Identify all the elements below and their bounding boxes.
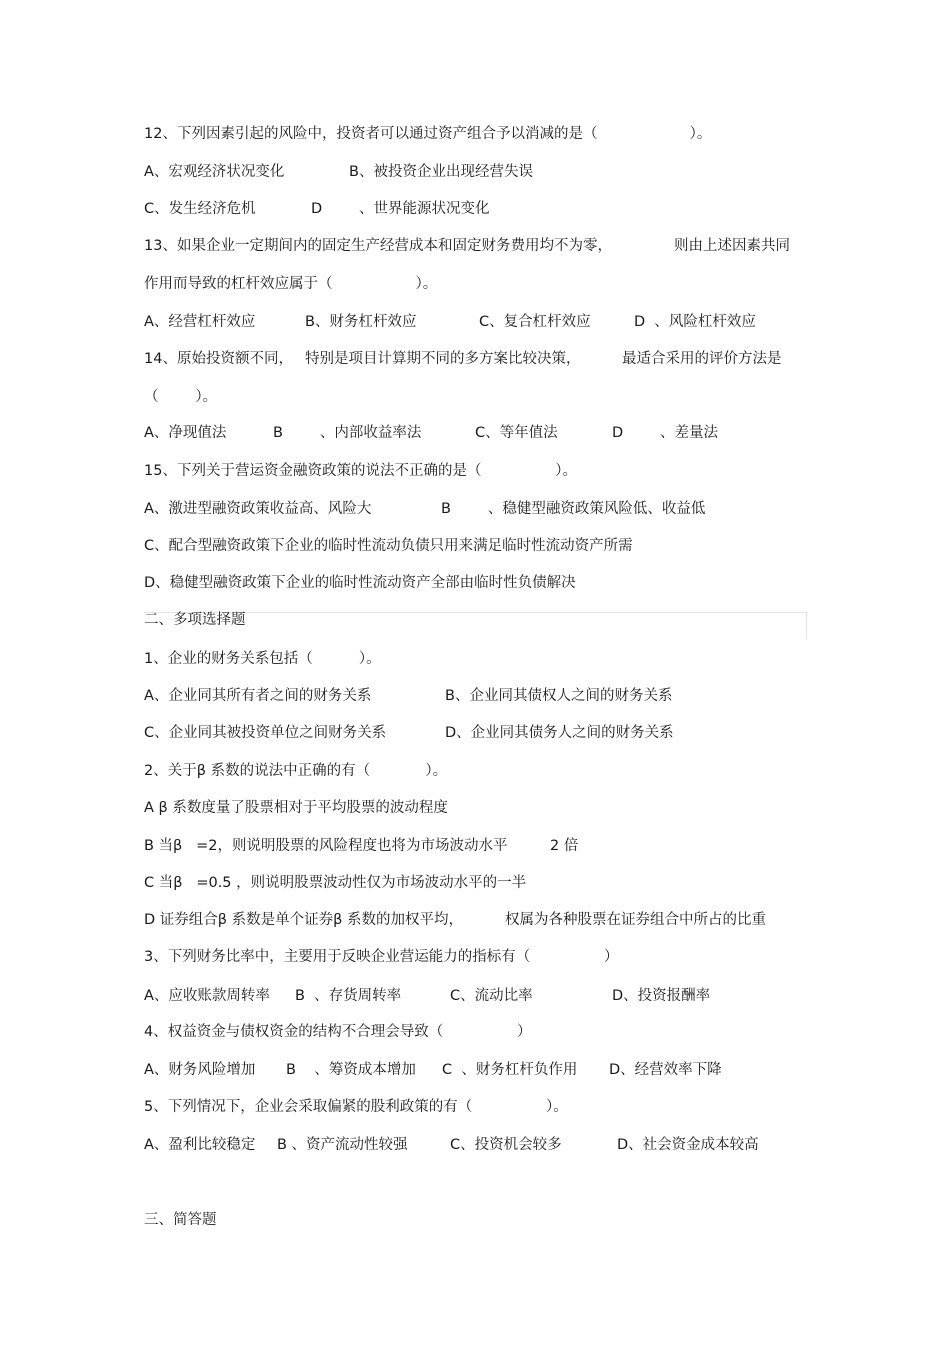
option-a: A、财务风险增加 xyxy=(144,1062,256,1078)
option-c: C、发生经济危机 xyxy=(144,201,256,217)
section-title: 二、多项选择题 xyxy=(144,612,246,628)
option-b: B 当β =2，则说明股票的风险程度也将为市场波动水平 xyxy=(144,838,508,854)
option-d: D、经营效率下降 xyxy=(609,1062,722,1078)
option-d: D、企业同其债务人之间的财务关系 xyxy=(445,725,674,741)
question-stem: 5、下列情况下，企业会采取偏紧的股利政策的有（ ）。 xyxy=(144,1099,568,1115)
question-stem-cont: 作用而导致的杠杆效应属于（ ）。 xyxy=(144,276,438,292)
option-a: A、激进型融资政策收益高、风险大 xyxy=(144,501,372,517)
option-a: A、经营杠杆效应 xyxy=(144,314,256,330)
option-c: C、企业同其被投资单位之间财务关系 xyxy=(144,725,387,741)
question-stem-cont: 最适合采用的评价方法是 xyxy=(622,351,782,367)
option-d: D、社会资金成本较高 xyxy=(617,1137,759,1153)
question-stem-cont: 则由上述因素共同 xyxy=(674,238,790,254)
option-c: C、投资机会较多 xyxy=(450,1137,562,1153)
section-title: 三、简答题 xyxy=(144,1212,217,1228)
option-b: B 、存货周转率 xyxy=(295,988,402,1004)
option-b: B 、内部收益率法 xyxy=(273,425,422,441)
option-b: B 、稳健型融资政策风险低、收益低 xyxy=(441,501,706,517)
question-stem: 14、原始投资额不同， xyxy=(144,351,293,367)
option-a: A、宏观经济状况变化 xyxy=(144,164,285,180)
question-stem-cont: 特别是项目计算期不同的多方案比较决策， xyxy=(305,351,581,367)
question-stem: 15、下列关于营运资金融资政策的说法不正确的是（ ）。 xyxy=(144,463,577,479)
option-b: B、被投资企业出现经营失误 xyxy=(349,164,533,180)
option-b: B 、资产流动性较强 xyxy=(277,1137,408,1153)
question-stem: 12、下列因素引起的风险中，投资者可以通过资产组合予以消减的是（ ）。 xyxy=(144,126,712,142)
question-stem-cont: （ ）。 xyxy=(144,389,218,405)
option-d: D 、差量法 xyxy=(612,425,719,441)
question-stem: 1、企业的财务关系包括（ ）。 xyxy=(144,651,381,667)
question-stem: 13、如果企业一定期间内的固定生产经营成本和固定财务费用均不为零， xyxy=(144,238,612,254)
option-d: D 、世界能源状况变化 xyxy=(311,201,490,217)
option-a: A、盈利比较稳定 xyxy=(144,1137,256,1153)
section-divider-edge xyxy=(806,612,807,639)
option-d: D 、风险杠杆效应 xyxy=(634,314,756,330)
option-d-cont: 权属为各种股票在证券组合中所占的比重 xyxy=(505,912,766,928)
option-b: B 、筹资成本增加 xyxy=(286,1062,416,1078)
option-a: A、应收账款周转率 xyxy=(144,988,270,1004)
option-a: A β 系数度量了股票相对于平均股票的波动程度 xyxy=(144,800,448,816)
option-c: C 、财务杠杆负作用 xyxy=(442,1062,578,1078)
question-stem: 2、关于β 系数的说法中正确的有（ ）。 xyxy=(144,763,448,779)
option-b-cont: 2 倍 xyxy=(550,838,579,854)
option-c: C、复合杠杆效应 xyxy=(479,314,591,330)
question-stem: 4、权益资金与债权资金的结构不合理会导致（ ） xyxy=(144,1024,532,1040)
option-c: C、配合型融资政策下企业的临时性流动负债只用来满足临时性流动资产所需 xyxy=(144,538,633,554)
option-d: D 证券组合β 系数是单个证券β 系数的加权平均， xyxy=(144,912,463,928)
option-c: C 当β =0.5 ，则说明股票波动性仅为市场波动水平的一半 xyxy=(144,875,527,891)
option-c: C、等年值法 xyxy=(475,425,558,441)
option-a: A、净现值法 xyxy=(144,425,227,441)
question-stem: 3、下列财务比率中，主要用于反映企业营运能力的指标有（ ） xyxy=(144,949,619,965)
option-b: B、企业同其债权人之间的财务关系 xyxy=(445,688,673,704)
option-a: A、企业同其所有者之间的财务关系 xyxy=(144,688,372,704)
option-c: C、流动比率 xyxy=(450,988,533,1004)
option-d: D、投资报酬率 xyxy=(612,988,711,1004)
option-d: D、稳健型融资政策下企业的临时性流动资产全部由临时性负债解决 xyxy=(144,575,576,591)
option-b: B、财务杠杆效应 xyxy=(305,314,417,330)
